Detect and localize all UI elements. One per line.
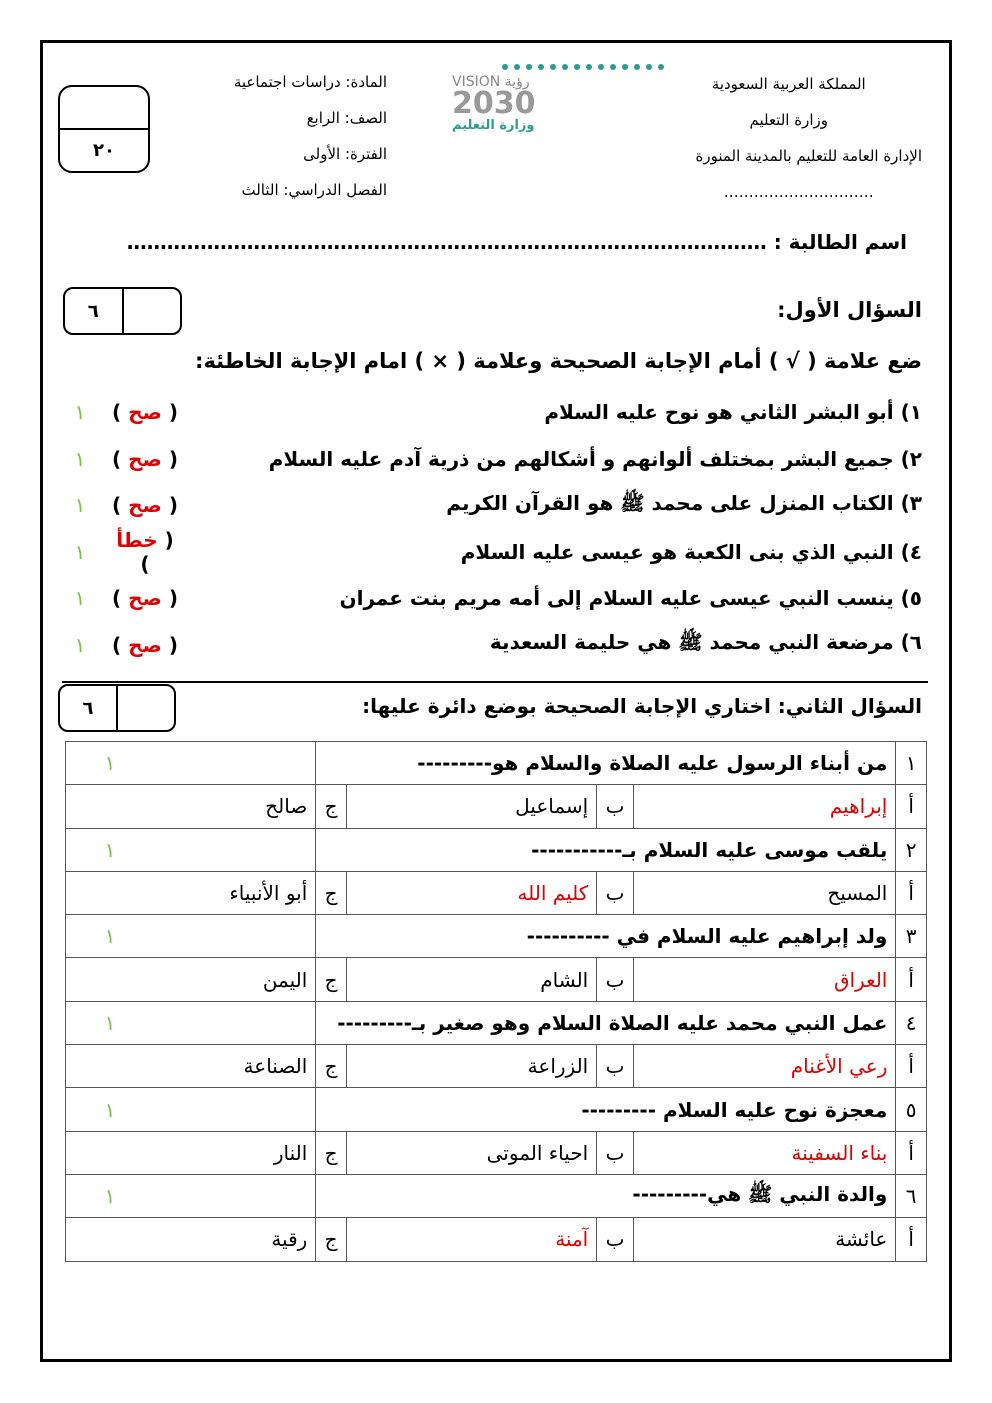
question-row: [66, 1001, 927, 1044]
option[interactable]: بناء السفينة: [633, 1131, 896, 1174]
tf-question: ٥) ينسب النبي عيسى عليه السلام إلى أمه مريم بنت عمران: [339, 586, 922, 610]
school-blank: …………………………: [723, 183, 874, 201]
option-letter: ج: [316, 1218, 347, 1261]
question-row: [66, 1088, 927, 1131]
tf-mark: ١: [74, 586, 86, 610]
q1-score: ٦: [87, 300, 99, 322]
tf-mark: ١: [74, 493, 86, 517]
option[interactable]: عائشة: [633, 1218, 896, 1261]
tf-answer-text: صح: [128, 493, 162, 517]
option-letter: أ: [896, 958, 927, 1001]
option-letter: أ: [896, 871, 927, 914]
question-row: [66, 828, 927, 871]
option-letter: أ: [896, 1218, 927, 1261]
ministry: وزارة التعليم: [749, 111, 828, 129]
option[interactable]: صالح: [66, 785, 316, 828]
question-row: [66, 742, 927, 785]
tf-answer-text: صح: [128, 400, 162, 424]
option-letter: ج: [316, 1045, 347, 1088]
options-row: [66, 785, 927, 828]
tf-answer[interactable]: ( صح ): [112, 400, 178, 424]
tf-answer[interactable]: ( صح ): [112, 586, 178, 610]
subject: المادة: دراسات اجتماعية: [233, 73, 387, 91]
tf-answer[interactable]: ( صح ): [112, 493, 178, 517]
option-letter: ب: [597, 1131, 634, 1174]
options-row: [66, 1218, 927, 1261]
tf-question: ٤) النبي الذي بنى الكعبة هو عيسى عليه السلام: [460, 539, 922, 564]
country: المملكة العربية السعودية: [711, 75, 866, 93]
logo-vision: VISION رؤية: [452, 74, 530, 90]
question-mark: ١: [66, 1001, 316, 1044]
tf-answer[interactable]: ( صح ): [112, 446, 178, 471]
tf-answer-text: صح: [128, 446, 162, 471]
question-text: يلقب موسى عليه السلام بـ-----------: [316, 828, 896, 871]
directorate: الإدارة العامة للتعليم بالمدينة المنورة: [695, 147, 922, 165]
question-mark: ١: [66, 742, 316, 785]
option[interactable]: آمنة: [346, 1218, 596, 1261]
tf-question: ٣) الكتاب المنزل على محمد ﷺ هو القرآن الكريم: [446, 490, 922, 515]
header-left: [234, 64, 387, 208]
total-score: ٢٠: [93, 140, 115, 161]
options-row: [66, 871, 927, 914]
option[interactable]: العراق: [633, 958, 896, 1001]
option-letter: أ: [896, 785, 927, 828]
option[interactable]: المسيح: [633, 871, 896, 914]
option[interactable]: كليم الله: [346, 871, 596, 914]
option[interactable]: احياء الموتى: [346, 1131, 596, 1174]
q2-table: [65, 741, 927, 1262]
tf-question: ٦) مرضعة النبي محمد ﷺ هي حليمة السعدية: [489, 630, 922, 654]
question-mark: ١: [66, 1174, 316, 1217]
semester: الفصل الدراسي: الثالث: [241, 181, 387, 199]
tf-answer[interactable]: ( صح ): [112, 632, 178, 657]
question-text: من أبناء الرسول عليه الصلاة والسلام هو---------: [316, 742, 896, 785]
tf-answer[interactable]: ( خطأ ): [116, 527, 174, 576]
question-number: ٦: [896, 1174, 927, 1217]
option[interactable]: رعي الأغنام: [633, 1045, 896, 1088]
option[interactable]: إسماعيل: [346, 785, 596, 828]
option[interactable]: الشام: [346, 958, 596, 1001]
option[interactable]: رقية: [66, 1218, 316, 1261]
q1-title: السؤال الأول:: [777, 298, 922, 322]
question-text: معجزة نوح عليه السلام ---------: [316, 1088, 896, 1131]
option-letter: ب: [597, 958, 634, 1001]
question-text: عمل النبي محمد عليه الصلاة السلام وهو صغير بـ---------: [316, 1001, 896, 1044]
tf-mark: ١: [74, 539, 86, 564]
question-number: ١: [896, 742, 927, 785]
option-letter: ب: [597, 1218, 634, 1261]
option[interactable]: إبراهيم: [633, 785, 896, 828]
options-row: [66, 958, 927, 1001]
option-letter: ج: [316, 958, 347, 1001]
option-letter: أ: [896, 1131, 927, 1174]
option-letter: ب: [597, 871, 634, 914]
option[interactable]: الزراعة: [346, 1045, 596, 1088]
tf-answer-text: صح: [128, 632, 162, 657]
q2-title: السؤال الثاني: اختاري الإجابة الصحيحة بوضع دائرة عليها:: [362, 694, 922, 718]
q1-instruction: ضع علامة ( √ ) أمام الإجابة الصحيحة وعلامة ( × ) امام الإجابة الخاطئة:: [195, 349, 922, 373]
question-number: ٤: [896, 1001, 927, 1044]
tf-mark: ١: [74, 632, 86, 657]
option[interactable]: الصناعة: [66, 1045, 316, 1088]
question-number: ٢: [896, 828, 927, 871]
question-row: [66, 1174, 927, 1217]
tf-item: [60, 392, 922, 432]
options-row: [66, 1045, 927, 1088]
tf-answer-text: صح: [128, 586, 162, 610]
tf-item: [60, 625, 922, 665]
question-mark: ١: [66, 915, 316, 958]
question-row: [66, 915, 927, 958]
option[interactable]: اليمن: [66, 958, 316, 1001]
question-number: ٣: [896, 915, 927, 958]
vision-2030-logo: [452, 64, 642, 154]
tf-question: ١) أبو البشر الثاني هو نوح عليه السلام: [544, 400, 922, 424]
option-letter: ج: [316, 871, 347, 914]
logo-ministry: وزارة التعليم: [452, 118, 535, 133]
tf-item: [60, 527, 922, 576]
tf-question: ٢) جميع البشر بمختلف ألوانهم و أشكالهم من ذرية آدم عليه السلام: [268, 446, 922, 471]
q1-score-box: [63, 287, 182, 335]
divider: [62, 681, 928, 683]
option-letter: أ: [896, 1045, 927, 1088]
question-mark: ١: [66, 1088, 316, 1131]
tf-answer-text: خطأ: [116, 527, 158, 552]
tf-mark: ١: [74, 446, 86, 471]
question-text: ولد إبراهيم عليه السلام في ----------: [316, 915, 896, 958]
q2-score: ٦: [82, 697, 94, 719]
tf-item: [60, 485, 922, 525]
tf-item: [60, 439, 922, 479]
q2-score-box: [58, 684, 176, 732]
option[interactable]: أبو الأنبياء: [66, 871, 316, 914]
tf-mark: ١: [74, 400, 86, 424]
total-score-box: [58, 85, 150, 173]
question-text: والدة النبي ﷺ هي---------: [316, 1174, 896, 1217]
option-letter: ج: [316, 1131, 347, 1174]
option-letter: ج: [316, 785, 347, 828]
question-number: ٥: [896, 1088, 927, 1131]
option[interactable]: النار: [66, 1131, 316, 1174]
grade: الصف: الرابع: [306, 109, 387, 127]
student-name-field[interactable]: اسم الطالبة : ……………………………………………………………………………………: [126, 230, 907, 254]
options-row: [66, 1131, 927, 1174]
logo-year: 2030: [452, 86, 536, 121]
tf-item: [60, 578, 922, 618]
option-letter: ب: [597, 785, 634, 828]
question-mark: ١: [66, 828, 316, 871]
option-letter: ب: [597, 1045, 634, 1088]
header-right: [695, 66, 922, 210]
period: الفترة: الأولى: [303, 145, 387, 163]
